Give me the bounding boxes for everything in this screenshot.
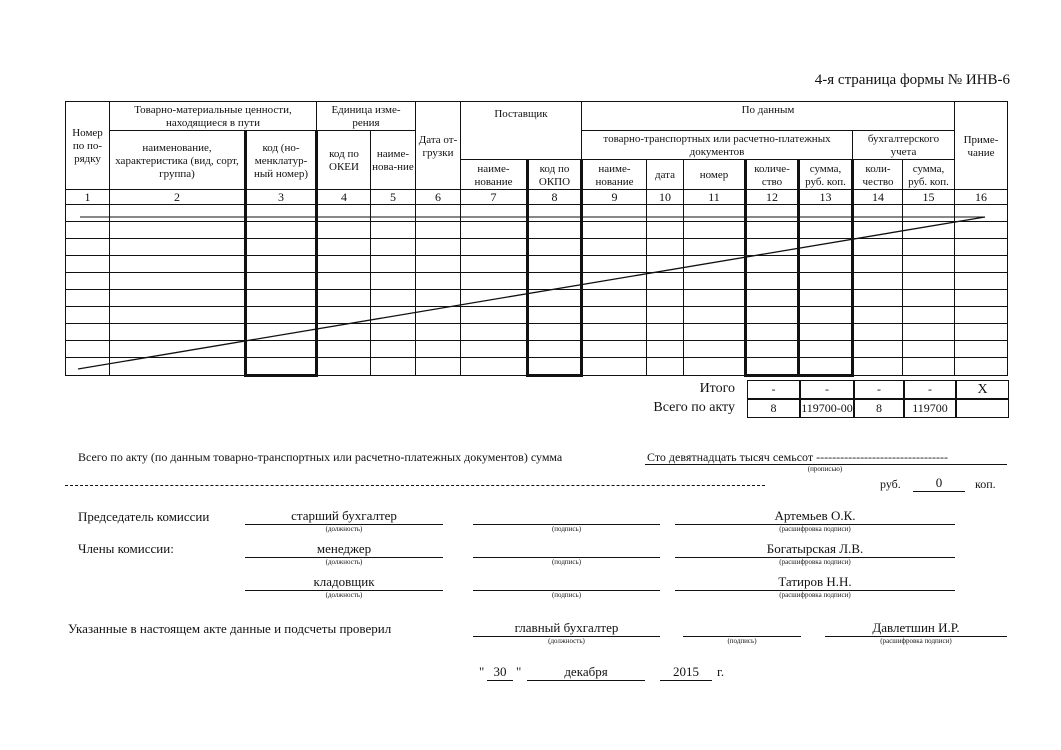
table-cell [955,341,1008,358]
member1-name: Богатырская Л.В. [766,541,864,556]
table-cell [66,205,110,222]
table-cell [647,273,684,290]
header-supplier-okpo: код по ОКПО [528,160,582,190]
table-cell [66,222,110,239]
date-close-quote: " [516,664,522,679]
amount-continuation-line [65,485,765,486]
chair-position: старший бухгалтер [291,508,397,523]
table-cell [528,290,582,307]
date-year-suffix: г. [717,664,725,679]
date-day: 30 [493,664,507,679]
table-cell [110,222,246,239]
date-month: декабря [564,664,608,679]
table-cell [684,273,746,290]
table-cell [317,239,371,256]
vsego-acc-sum: 119700 [904,399,956,418]
table-cell [110,205,246,222]
table-cell [528,239,582,256]
table-cell [853,290,903,307]
header-acc-qty: коли-чество [853,160,903,190]
table-cell [66,239,110,256]
header-ttn-qty: количе-ство [746,160,799,190]
header-unit-name: наиме-нова-ние [371,131,416,190]
members-label: Члены комиссии: [78,541,174,556]
table-cell [371,256,416,273]
column-number-4: 4 [317,190,371,205]
header-ttn-number: номер [684,160,746,190]
table-cell [371,273,416,290]
table-row [66,358,1008,376]
table-cell [903,205,955,222]
table-cell [582,341,647,358]
kop-value: 0 [935,475,943,490]
table-cell [528,358,582,376]
table-cell [246,307,317,324]
header-ship-date: Дата от-грузки [416,102,461,190]
table-cell [955,222,1008,239]
table-cell [461,358,528,376]
date-day-line [487,680,513,681]
table-cell [461,256,528,273]
summary-label: Всего по акту (по данным товарно-транспортных или расчетно-платежных документов) сумма [78,450,563,464]
vsego-note-empty [956,399,1009,418]
table-cell [853,358,903,376]
header-ttn-sum: сумма, руб. коп. [799,160,853,190]
header-ttn-date: дата [647,160,684,190]
table-cell [853,324,903,341]
table-cell [799,290,853,307]
table-cell [853,307,903,324]
table-cell [684,324,746,341]
table-cell [955,324,1008,341]
verify-name: Давлетшин И.Р. [872,620,960,635]
table-cell [955,307,1008,324]
table-cell [799,256,853,273]
column-number-5: 5 [371,190,416,205]
summary-amount-words: Сто девятнадцать тысяч семьсот --------------------------------- [647,450,948,464]
header-ttn-docs: товарно-транспортных или расчетно-платежных документов [582,131,853,160]
table-cell [746,290,799,307]
table-row [66,273,1008,290]
table-cell [66,290,110,307]
verify-position-caption: (должность) [548,637,585,645]
table-cell [416,256,461,273]
table-cell [684,358,746,376]
member2-name-caption: (расшифровка подписи) [779,591,851,599]
date-year: 2015 [673,664,699,679]
table-cell [853,256,903,273]
column-number-9: 9 [582,190,647,205]
column-number-15: 15 [903,190,955,205]
itogo-label: Итого [699,381,735,396]
table-cell [246,324,317,341]
vsego-ttn-qty: 8 [747,399,800,418]
table-cell [582,205,647,222]
table-cell [799,273,853,290]
itogo-acc-sum: - [904,380,956,399]
table-cell [371,324,416,341]
verify-position: главный бухгалтер [514,620,619,635]
itogo-ttn-qty: - [747,380,800,399]
table-cell [582,307,647,324]
column-number-11: 11 [684,190,746,205]
table-cell [582,239,647,256]
table-cell [903,256,955,273]
table-cell [955,273,1008,290]
verify-sign-caption: (подпись) [727,637,757,645]
header-unit-okei: код по ОКЕИ [317,131,371,190]
table-cell [246,256,317,273]
table-cell [371,222,416,239]
table-cell [746,358,799,376]
table-cell [110,307,246,324]
table-cell [416,341,461,358]
table-cell [371,290,416,307]
table-cell [647,256,684,273]
table-cell [317,358,371,376]
table-cell [684,256,746,273]
table-cell [903,239,955,256]
table-cell [317,341,371,358]
table-cell [317,222,371,239]
table-cell [317,256,371,273]
table-cell [110,290,246,307]
table-cell [528,324,582,341]
table-cell [416,273,461,290]
table-cell [903,307,955,324]
column-number-16: 16 [955,190,1008,205]
table-cell [582,358,647,376]
table-cell [416,324,461,341]
header-supplier-name: наиме-нование [461,160,528,190]
header-note: Приме-чание [955,102,1008,190]
table-cell [416,222,461,239]
member1-position-caption: (должность) [325,558,363,566]
itogo-acc-qty: - [854,380,904,399]
table-cell [582,256,647,273]
table-cell [461,239,528,256]
table-cell [461,324,528,341]
table-cell [461,341,528,358]
member2-name: Татиров Н.Н. [778,574,852,589]
header-unit: Единица изме-рения [317,102,416,131]
column-number-2: 2 [110,190,246,205]
table-cell [528,273,582,290]
column-number-8: 8 [528,190,582,205]
header-goods-name: наименование, характеристика (вид, сорт, группа) [110,131,246,190]
chair-position-caption: (должность) [325,525,363,533]
table-cell [903,324,955,341]
header-acc-sum: сумма, руб. коп. [903,160,955,190]
table-cell [110,256,246,273]
header-number: Номер по по-рядку [66,102,110,190]
table-row [66,222,1008,239]
table-cell [317,205,371,222]
table-cell [371,239,416,256]
table-cell [246,273,317,290]
table-cell [955,205,1008,222]
table-cell [647,324,684,341]
table-cell [317,307,371,324]
table-cell [66,307,110,324]
form-page-title: 4-я страница формы № ИНВ-6 [814,72,1010,88]
table-cell [461,222,528,239]
table-cell [110,358,246,376]
table-cell [416,239,461,256]
table-cell [903,358,955,376]
table-cell [746,205,799,222]
table-cell [66,324,110,341]
table-cell [416,358,461,376]
table-cell [246,290,317,307]
verify-label: Указанные в настоящем акте данные и подсчеты проверил [68,621,392,636]
table-cell [955,256,1008,273]
table-cell [110,273,246,290]
table-cell [461,290,528,307]
table-cell [461,273,528,290]
rub-label: руб. [880,477,901,491]
table-cell [955,290,1008,307]
table-cell [684,239,746,256]
table-cell [903,273,955,290]
date-month-line [527,680,645,681]
table-cell [647,239,684,256]
table-cell [371,341,416,358]
chair-name-caption: (расшифровка подписи) [779,525,851,533]
table-cell [746,222,799,239]
table-cell [746,324,799,341]
table-row [66,324,1008,341]
table-cell [246,222,317,239]
table-cell [582,324,647,341]
table-cell [66,273,110,290]
table-cell [371,205,416,222]
table-row [66,239,1008,256]
kop-line [913,491,965,492]
table-cell [799,341,853,358]
table-cell [647,222,684,239]
vsego-acc-qty: 8 [854,399,904,418]
table-cell [684,290,746,307]
table-cell [853,341,903,358]
column-number-12: 12 [746,190,799,205]
column-number-6: 6 [416,190,461,205]
header-goods: Товарно-материальные ценности, находящиеся в пути [110,102,317,131]
table-cell [746,273,799,290]
member2-position: кладовщик [313,574,375,589]
member2-position-caption: (должность) [325,591,363,599]
table-cell [746,307,799,324]
column-numbers-row [66,190,1008,205]
table-cell [66,256,110,273]
inventory-table [65,101,1008,377]
chair-name: Артемьев О.К. [774,508,856,523]
itogo-note: X [956,380,1009,399]
table-cell [853,205,903,222]
table-cell [317,290,371,307]
member1-name-caption: (расшифровка подписи) [779,558,851,566]
table-cell [528,256,582,273]
table-cell [647,341,684,358]
table-cell [582,290,647,307]
table-row [66,307,1008,324]
itogo-ttn-sum: - [800,380,854,399]
table-cell [684,205,746,222]
table-cell [461,307,528,324]
table-cell [746,256,799,273]
table-row [66,256,1008,273]
table-cell [684,222,746,239]
verify-name-caption: (расшифровка подписи) [880,637,952,645]
table-cell [246,341,317,358]
table-cell [582,222,647,239]
table-cell [528,341,582,358]
table-cell [647,290,684,307]
table-cell [684,307,746,324]
vsego-label: Всего по акту [653,400,735,415]
amount-caption: (прописью) [807,465,843,473]
table-cell [528,222,582,239]
table-cell [746,239,799,256]
table-cell [799,324,853,341]
table-cell [853,239,903,256]
vsego-ttn-sum: 119700-00 [800,399,854,418]
column-number-3: 3 [246,190,317,205]
table-cell [66,341,110,358]
table-cell [110,341,246,358]
member1-position: менеджер [316,541,372,556]
table-cell [647,358,684,376]
table-cell [746,341,799,358]
table-cell [371,307,416,324]
table-cell [110,239,246,256]
table-cell [799,307,853,324]
table-row [66,205,1008,222]
date-year-line [660,680,712,681]
table-cell [416,205,461,222]
table-cell [416,290,461,307]
table-cell [371,358,416,376]
table-cell [246,205,317,222]
table-cell [903,341,955,358]
column-number-7: 7 [461,190,528,205]
table-cell [461,205,528,222]
table-cell [246,239,317,256]
table-cell [955,358,1008,376]
column-number-10: 10 [647,190,684,205]
member1-sign-caption: (подпись) [551,558,582,566]
table-cell [853,222,903,239]
table-cell [582,273,647,290]
member2-sign-caption: (подпись) [551,591,582,599]
table-cell [903,222,955,239]
date-open-quote: " [479,664,485,679]
table-cell [799,222,853,239]
chair-label: Председатель комиссии [78,509,210,524]
table-cell [799,358,853,376]
header-ttn-name: наиме-нование [582,160,647,190]
header-goods-code: код (но-менклатур-ный номер) [246,131,317,190]
table-cell [110,324,246,341]
table-cell [647,307,684,324]
table-cell [903,290,955,307]
table-row [66,290,1008,307]
table-cell [317,324,371,341]
table-cell [416,307,461,324]
column-number-13: 13 [799,190,853,205]
table-cell [799,239,853,256]
table-cell [317,273,371,290]
table-cell [684,341,746,358]
table-cell [528,205,582,222]
header-accounting: бухгалтерского учета [853,131,955,160]
header-by-data: По данным [582,102,955,131]
table-cell [528,307,582,324]
table-row [66,341,1008,358]
chair-sign-caption: (подпись) [551,525,582,533]
table-cell [246,358,317,376]
table-cell [955,239,1008,256]
table-cell [66,358,110,376]
table-cell [799,205,853,222]
table-cell [853,273,903,290]
header-supplier: Поставщик [461,102,582,160]
kop-label: коп. [975,477,996,491]
column-number-14: 14 [853,190,903,205]
column-number-1: 1 [66,190,110,205]
table-cell [647,205,684,222]
